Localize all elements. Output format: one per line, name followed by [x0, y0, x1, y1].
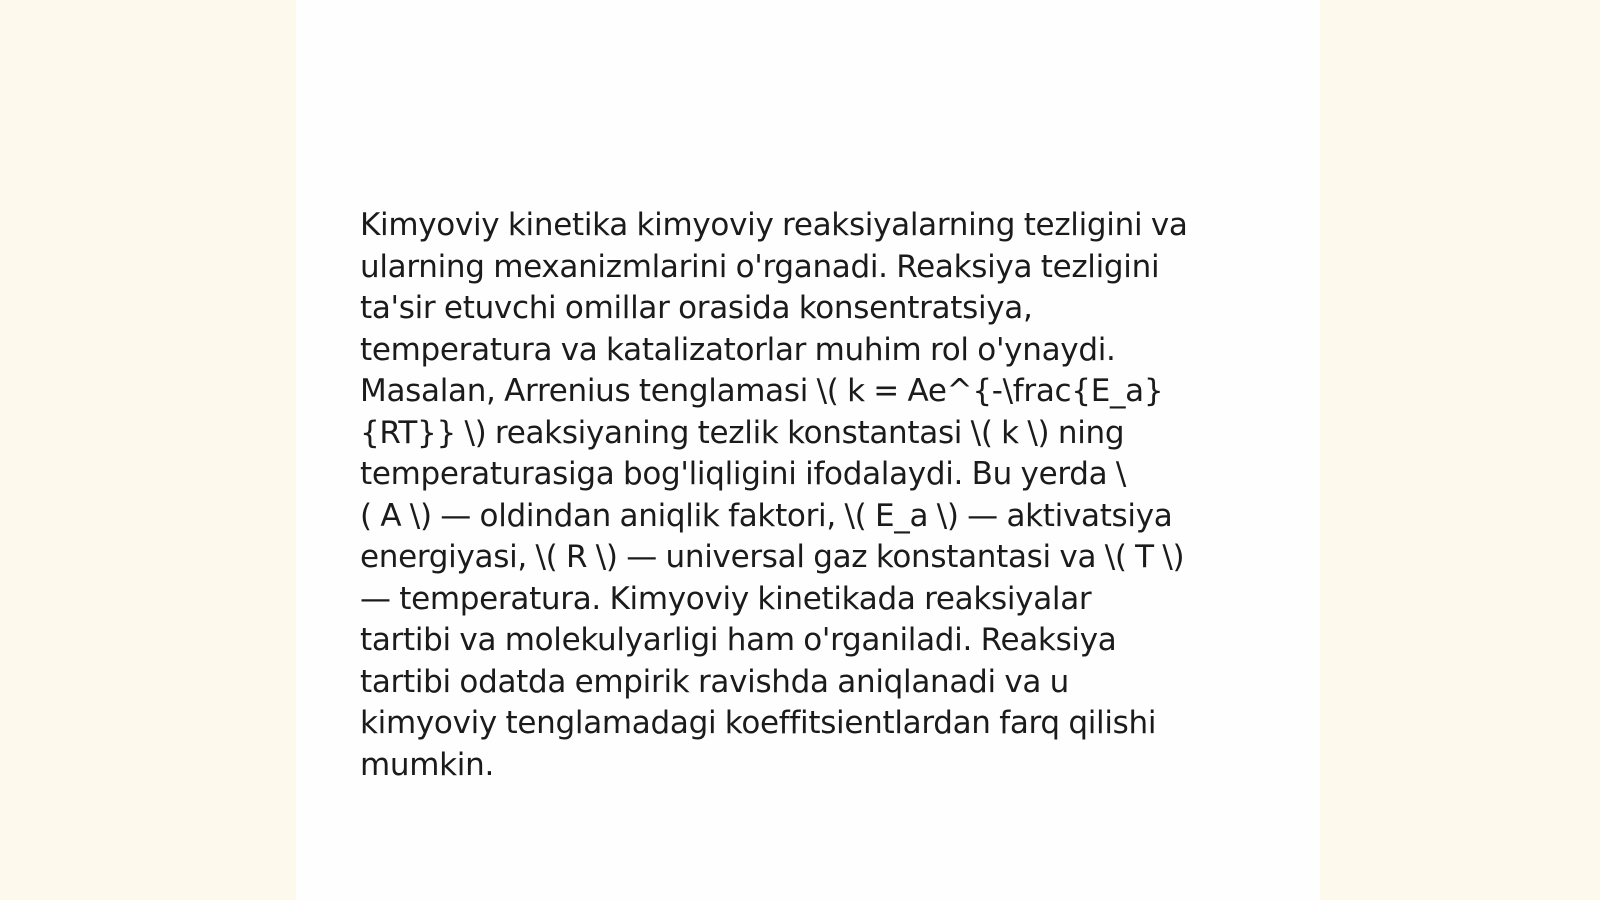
paragraph-line: Kimyoviy kinetika kimyoviy reaksiyalarning tezligini va [360, 207, 1188, 243]
paragraph [360, 205, 1260, 786]
paragraph-line: energiyasi, \( R \) — universal gaz konstantasi va \( T \) [360, 539, 1185, 575]
paragraph-line: kimyoviy tenglamadagi koeffitsientlardan farq qilishi [360, 705, 1157, 741]
paragraph-line: ( A \) — oldindan aniqlik faktori, \( E_a \) — aktivatsiya [360, 497, 1173, 534]
paragraph-line: ularning mexanizmlarini o'rganadi. Reaksiya tezligini [360, 248, 1160, 285]
paragraph-line: temperatura va katalizatorlar muhim rol o'ynaydi. [360, 331, 1116, 368]
paragraph-line: mumkin. [360, 746, 495, 783]
paragraph-line: Masalan, Arrenius tenglamasi \( k = Ae^{-\frac{E_a} [360, 373, 1164, 409]
paragraph-line: tartibi odatda empirik ravishda aniqlanadi va u [360, 663, 1069, 700]
paragraph-line: — temperatura. Kimyoviy kinetikada reaksiyalar [360, 580, 1092, 617]
paragraph-line: tartibi va molekulyarligi ham o'rganiladi. Reaksiya [360, 622, 1117, 658]
paragraph-line: {RT}} \) reaksiyaning tezlik konstantasi \( k \) ning [360, 414, 1125, 451]
document-page [296, 0, 1320, 900]
paragraph-line: ta'sir etuvchi omillar orasida konsentratsiya, [360, 290, 1033, 326]
paragraph-line: temperaturasiga bog'liqligini ifodalaydi. Bu yerda \ [360, 456, 1127, 492]
